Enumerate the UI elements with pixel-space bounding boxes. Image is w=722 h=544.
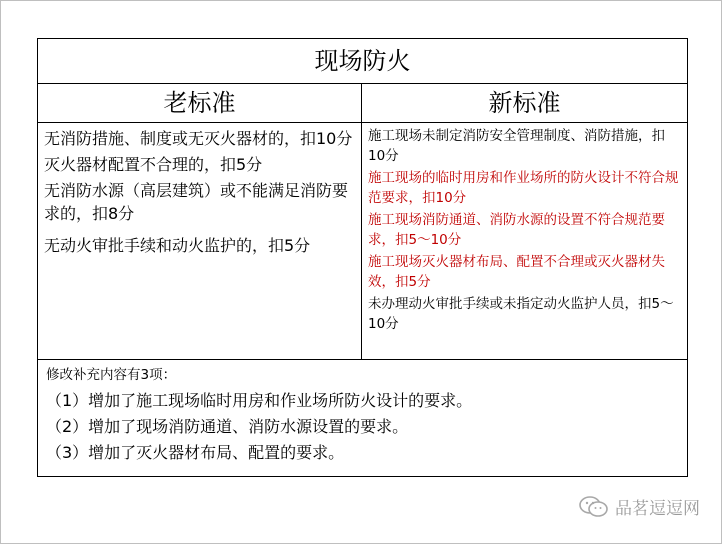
summary-item: （3）增加了灭火器材布局、配置的要求。 (46, 443, 345, 462)
old-item: 灭火器材配置不合理的，扣5分 (44, 155, 263, 174)
old-standard-header: 老标准 (38, 84, 362, 123)
summary-cell (38, 360, 688, 477)
summary-lead: 修改补充内容有3项： (46, 367, 177, 383)
old-item: 无动火审批手续和动火监护的，扣5分 (44, 236, 311, 255)
watermark-text: 品茗逗逗网 (615, 499, 700, 519)
summary-item: （1）增加了施工现场临时用房和作业场所防火设计的要求。 (46, 391, 473, 410)
table-title: 现场防火 (38, 39, 688, 84)
watermark (579, 494, 700, 519)
old-standard-cell (38, 123, 362, 360)
new-item: 施工现场的临时用房和作业场所的防火设计不符合规范要求，扣10分 (368, 170, 679, 206)
wechat-icon (579, 495, 609, 519)
new-item: 施工现场消防通道、消防水源的设置不符合规范要求，扣5～10分 (368, 212, 665, 248)
old-item: 无消防水源（高层建筑）或不能满足消防要求的，扣8分 (44, 181, 349, 223)
new-item: 施工现场灭火器材布局、配置不合理或灭火器材失效，扣5分 (368, 254, 665, 290)
old-item: 无消防措施、制度或无灭火器材的，扣10分 (44, 129, 353, 148)
new-item: 施工现场未制定消防安全管理制度、消防措施，扣10分 (368, 128, 665, 164)
summary-item: （2）增加了现场消防通道、消防水源设置的要求。 (46, 417, 409, 436)
new-item: 未办理动火审批手续或未指定动火监护人员，扣5～10分 (368, 296, 674, 332)
comparison-table (37, 38, 688, 477)
new-standard-cell (362, 123, 688, 360)
new-standard-header: 新标准 (362, 84, 688, 123)
